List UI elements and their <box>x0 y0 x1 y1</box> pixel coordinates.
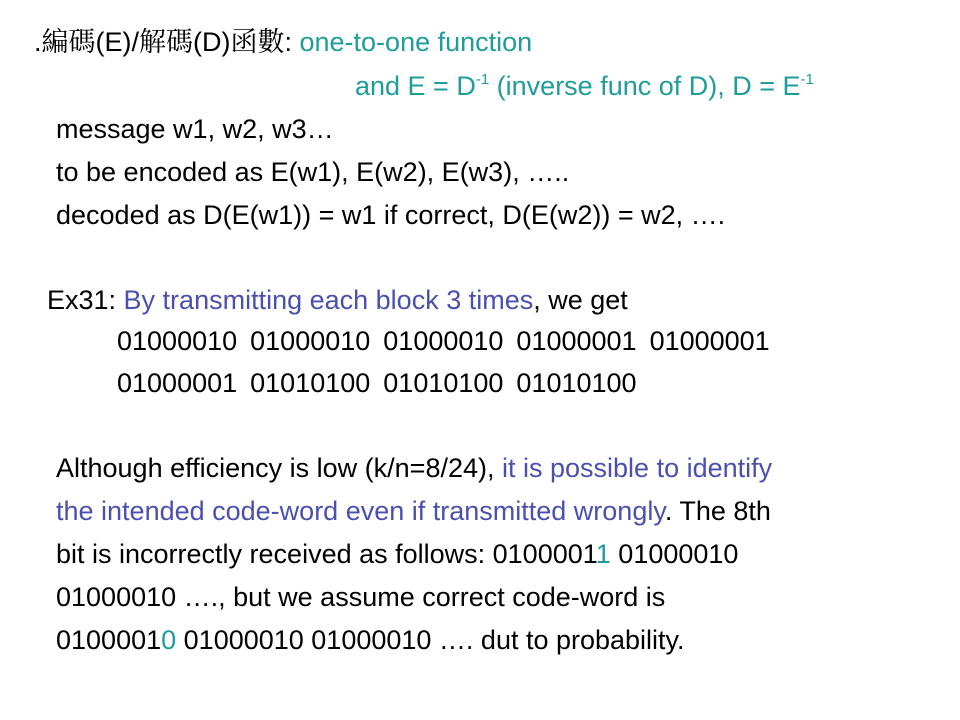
intro-heading: 編碼(E)/解碼(D)函數: <box>41 27 300 57</box>
explanation-line-2 <box>56 495 771 527</box>
inverse-sup-a: -1 <box>475 71 490 88</box>
possible-text: it is possible to identify <box>502 453 773 483</box>
inverse-b: (inverse func of D), D = E <box>489 71 801 101</box>
explanation-line-4: 01000010 …., but we assume correct code-word is <box>56 582 666 612</box>
received-text: bit is incorrectly received as follows: 0100001 <box>56 539 596 569</box>
error-bit: 1 <box>595 539 611 569</box>
eighth-text: . The 8th <box>664 496 771 526</box>
explanation-line-1 <box>56 452 772 484</box>
intro-bullet: . <box>34 27 42 57</box>
bit-block: 01010100 <box>250 368 371 398</box>
explanation-line-3 <box>56 538 738 570</box>
bit-block: 01000001 <box>649 326 770 356</box>
intro-line-2 <box>355 70 814 102</box>
bit-block: 01010100 <box>383 368 504 398</box>
bit-block: 01000010 <box>117 326 238 356</box>
bit-block: 01000010 <box>383 326 504 356</box>
decoded-line: decoded as D(E(w1)) = w1 if correct, D(E(w2)) = w2, …. <box>56 200 726 230</box>
example-highlight: By transmitting each block 3 times <box>123 285 534 315</box>
message-line: message w1, w2, w3… <box>56 114 334 144</box>
intended-text: the intended code-word even if transmitted wrongly <box>56 496 665 526</box>
received-text-2: 01000010 <box>610 539 739 569</box>
bits-row-2 <box>117 367 637 399</box>
efficiency-text: Although efficiency is low (k/n=8/24), <box>56 453 502 483</box>
bit-block: 01000001 <box>117 368 238 398</box>
intro-one-to-one: one-to-one function <box>299 27 533 57</box>
example-label: Ex31: <box>47 285 124 315</box>
example-tail: , we get <box>533 285 628 315</box>
inverse-sup-b: -1 <box>800 71 814 88</box>
intro-line-1 <box>34 26 532 58</box>
example-heading <box>47 284 628 316</box>
corrected-bit: 0 <box>161 625 177 655</box>
correct-text-2: 01000010 01000010 …. dut to probability. <box>176 625 685 655</box>
bits-row-1 <box>117 325 770 357</box>
bit-block: 01000010 <box>250 326 371 356</box>
bit-block: 01000001 <box>516 326 637 356</box>
bit-block: 01010100 <box>516 368 637 398</box>
correct-text: 0100001 <box>56 625 162 655</box>
explanation-line-5 <box>56 624 685 656</box>
inverse-a: and E = D <box>355 71 476 101</box>
encoded-line: to be encoded as E(w1), E(w2), E(w3), ….. <box>56 157 570 187</box>
